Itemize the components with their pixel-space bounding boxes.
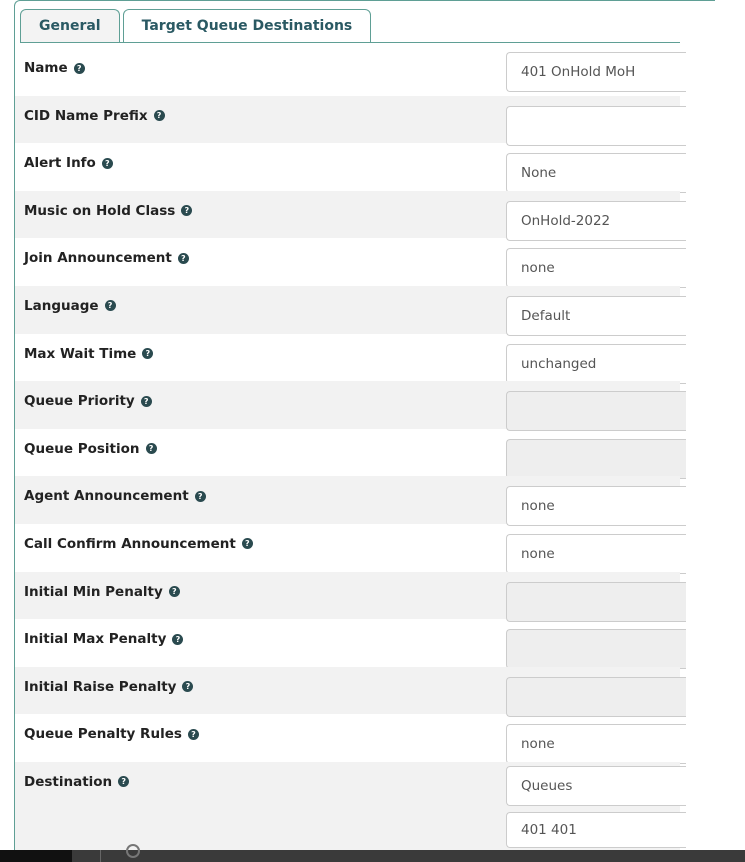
- join-announcement-select[interactable]: none: [506, 248, 686, 288]
- help-icon[interactable]: ?: [169, 586, 180, 597]
- alert-info-select[interactable]: None: [506, 153, 686, 193]
- name-input[interactable]: 401 OnHold MoH: [506, 52, 686, 92]
- row-initial-min-penalty: [15, 572, 680, 620]
- row-join-announcement: [15, 238, 680, 286]
- help-icon[interactable]: ?: [105, 300, 116, 311]
- row-queue-priority: [15, 381, 680, 429]
- help-icon[interactable]: ?: [172, 634, 183, 645]
- help-icon[interactable]: ?: [195, 491, 206, 502]
- destination-target-select[interactable]: 401 401: [506, 812, 686, 848]
- help-icon[interactable]: ?: [142, 348, 153, 359]
- initial-max-penalty-select: [506, 629, 686, 669]
- help-icon[interactable]: ?: [154, 110, 165, 121]
- queue-penalty-rules-select[interactable]: none: [506, 724, 686, 764]
- initial-raise-penalty-select: [506, 677, 686, 717]
- language-label: Language: [24, 297, 99, 314]
- help-icon[interactable]: ?: [118, 776, 129, 787]
- tab-divider: [20, 42, 680, 43]
- row-agent-announcement: [15, 476, 680, 524]
- destination-type-select[interactable]: Queues: [506, 766, 686, 806]
- gear-icon[interactable]: [126, 844, 140, 858]
- initial-max-penalty-label: Initial Max Penalty: [24, 631, 167, 648]
- help-icon[interactable]: ?: [102, 158, 113, 169]
- help-icon[interactable]: ?: [242, 538, 253, 549]
- music-on-hold-class-select[interactable]: OnHold-2022: [506, 201, 686, 241]
- destination-label: Destination: [24, 773, 113, 790]
- bottom-bar-left: [0, 850, 72, 862]
- cid-name-prefix-input[interactable]: [506, 106, 686, 146]
- language-select[interactable]: Default: [506, 296, 686, 336]
- bottom-bar-divider: [100, 850, 101, 862]
- help-icon[interactable]: ?: [146, 443, 157, 454]
- queue-penalty-rules-label: Queue Penalty Rules: [24, 726, 182, 743]
- form-rows: [15, 48, 680, 859]
- row-max-wait-time: [15, 334, 680, 382]
- queue-priority-label: Queue Priority: [24, 393, 135, 410]
- tab-bar: [20, 9, 374, 43]
- agent-announcement-select[interactable]: none: [506, 486, 686, 526]
- join-announcement-label: Join Announcement: [24, 250, 172, 267]
- max-wait-time-label: Max Wait Time: [24, 345, 137, 362]
- row-destination: [15, 762, 680, 859]
- agent-announcement-label: Agent Announcement: [24, 488, 189, 505]
- help-icon[interactable]: ?: [182, 681, 193, 692]
- row-queue-position: [15, 429, 680, 477]
- initial-min-penalty-select: [506, 582, 686, 622]
- tab-target-queue-destinations[interactable]: Target Queue Destinations: [123, 9, 372, 43]
- help-icon[interactable]: ?: [74, 63, 85, 74]
- row-language: [15, 286, 680, 334]
- help-icon[interactable]: ?: [188, 729, 199, 740]
- initial-min-penalty-label: Initial Min Penalty: [24, 583, 163, 600]
- row-music-on-hold-class: [15, 191, 680, 239]
- name-label: Name: [24, 60, 68, 76]
- queue-position-select: [506, 439, 686, 479]
- music-on-hold-class-label: Music on Hold Class: [24, 202, 176, 219]
- cid-name-prefix-label: CID Name Prefix: [24, 107, 148, 124]
- row-name: [15, 48, 680, 96]
- row-initial-max-penalty: [15, 619, 680, 667]
- queue-position-label: Queue Position: [24, 440, 140, 457]
- row-queue-penalty-rules: [15, 714, 680, 762]
- alert-info-label: Alert Info: [24, 155, 96, 172]
- row-alert-info: [15, 143, 680, 191]
- help-icon[interactable]: ?: [141, 396, 152, 407]
- help-icon[interactable]: ?: [181, 205, 192, 216]
- queue-priority-select: [506, 391, 686, 431]
- max-wait-time-select[interactable]: unchanged: [506, 344, 686, 384]
- row-initial-raise-penalty: [15, 667, 680, 715]
- row-cid-name-prefix: [15, 96, 680, 144]
- row-call-confirm-announcement: [15, 524, 680, 572]
- initial-raise-penalty-label: Initial Raise Penalty: [24, 678, 177, 695]
- tab-general[interactable]: General: [20, 9, 120, 43]
- bottom-bar: [0, 850, 745, 862]
- help-icon[interactable]: ?: [178, 253, 189, 264]
- call-confirm-announcement-label: Call Confirm Announcement: [24, 535, 236, 552]
- call-confirm-announcement-select[interactable]: none: [506, 534, 686, 574]
